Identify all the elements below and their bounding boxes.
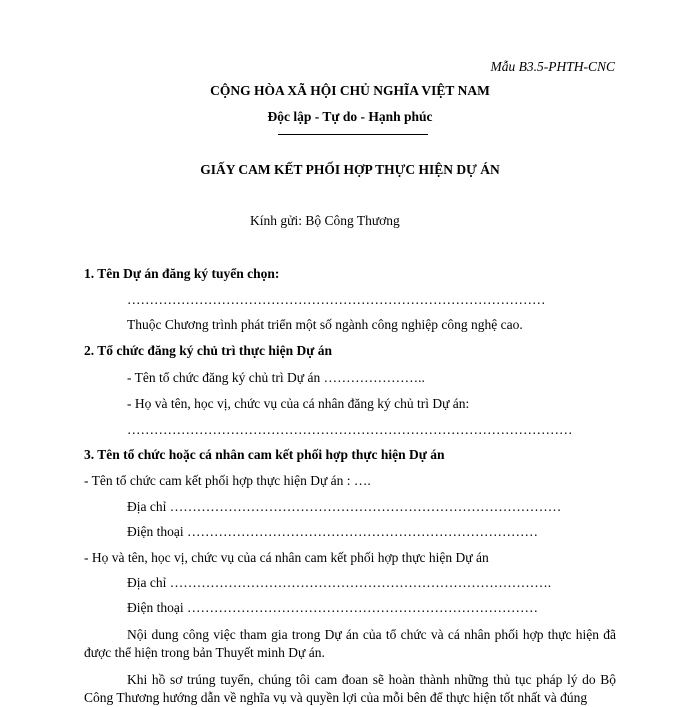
form-code: Mẫu B3.5-PHTH-CNC xyxy=(490,59,615,74)
addressee: Kính gửi: Bộ Công Thương xyxy=(250,213,400,228)
host-person-line: - Họ và tên, học vị, chức vụ của cá nhân đăng ký chủ trì Dự án: xyxy=(127,396,470,411)
partner-person-line: - Họ và tên, học vị, chức vụ của cá nhân cam kết phối hợp thực hiện Dự án xyxy=(84,550,489,565)
partner-person-phone: Điện thoại …………………………………………………………………… xyxy=(127,600,538,615)
section-2-heading: 2. Tổ chức đăng ký chủ trì thực hiện Dự án xyxy=(84,343,332,358)
partner-org-line: - Tên tổ chức cam kết phối hợp thực hiện Dự án : …. xyxy=(84,473,371,488)
section-1-heading: 1. Tên Dự án đăng ký tuyển chọn: xyxy=(84,266,280,281)
work-content-paragraph: Nội dung công việc tham gia trong Dự án của tổ chức và cá nhân phối hợp thực hiện đã được thể hiện trong bản Thuyết minh Dự án. xyxy=(84,627,616,660)
partner-org-phone: Điện thoại …………………………………………………………………… xyxy=(127,524,538,539)
commitment-paragraph: Khi hồ sơ trúng tuyển, chúng tôi cam đoan sẽ hoàn thành những thủ tục pháp lý do Bộ Công Thương hướng dẫn về nghĩa vụ và quyền lợi của mỗi bên để thực hiện tốt nhất và đúng xyxy=(84,672,616,705)
partner-org-address: Địa chỉ …………………………………………………………………………… xyxy=(127,499,562,514)
partner-person-address: Địa chỉ …………………………………………………………………………. xyxy=(127,575,552,590)
section-3-heading: 3. Tên tổ chức hoặc cá nhân cam kết phối hợp thực hiện Dự án xyxy=(84,447,445,462)
program-text: Thuộc Chương trình phát triển một số ngành công nghiệp công nghệ cao. xyxy=(127,317,523,332)
project-name-blank: ………………………………………………………………………………… xyxy=(127,292,546,307)
host-person-blank: ……………………………………………………………………………………… xyxy=(127,422,573,437)
document-title: GIẤY CAM KẾT PHỐI HỢP THỰC HIỆN DỰ ÁN xyxy=(200,162,500,177)
motto: Độc lập - Tự do - Hạnh phúc xyxy=(267,109,433,124)
country-title: CỘNG HÒA XÃ HỘI CHỦ NGHĨA VIỆT NAM xyxy=(210,83,490,98)
motto-underline xyxy=(278,134,428,135)
host-org-line: - Tên tổ chức đăng ký chủ trì Dự án ………………….. xyxy=(127,370,425,385)
